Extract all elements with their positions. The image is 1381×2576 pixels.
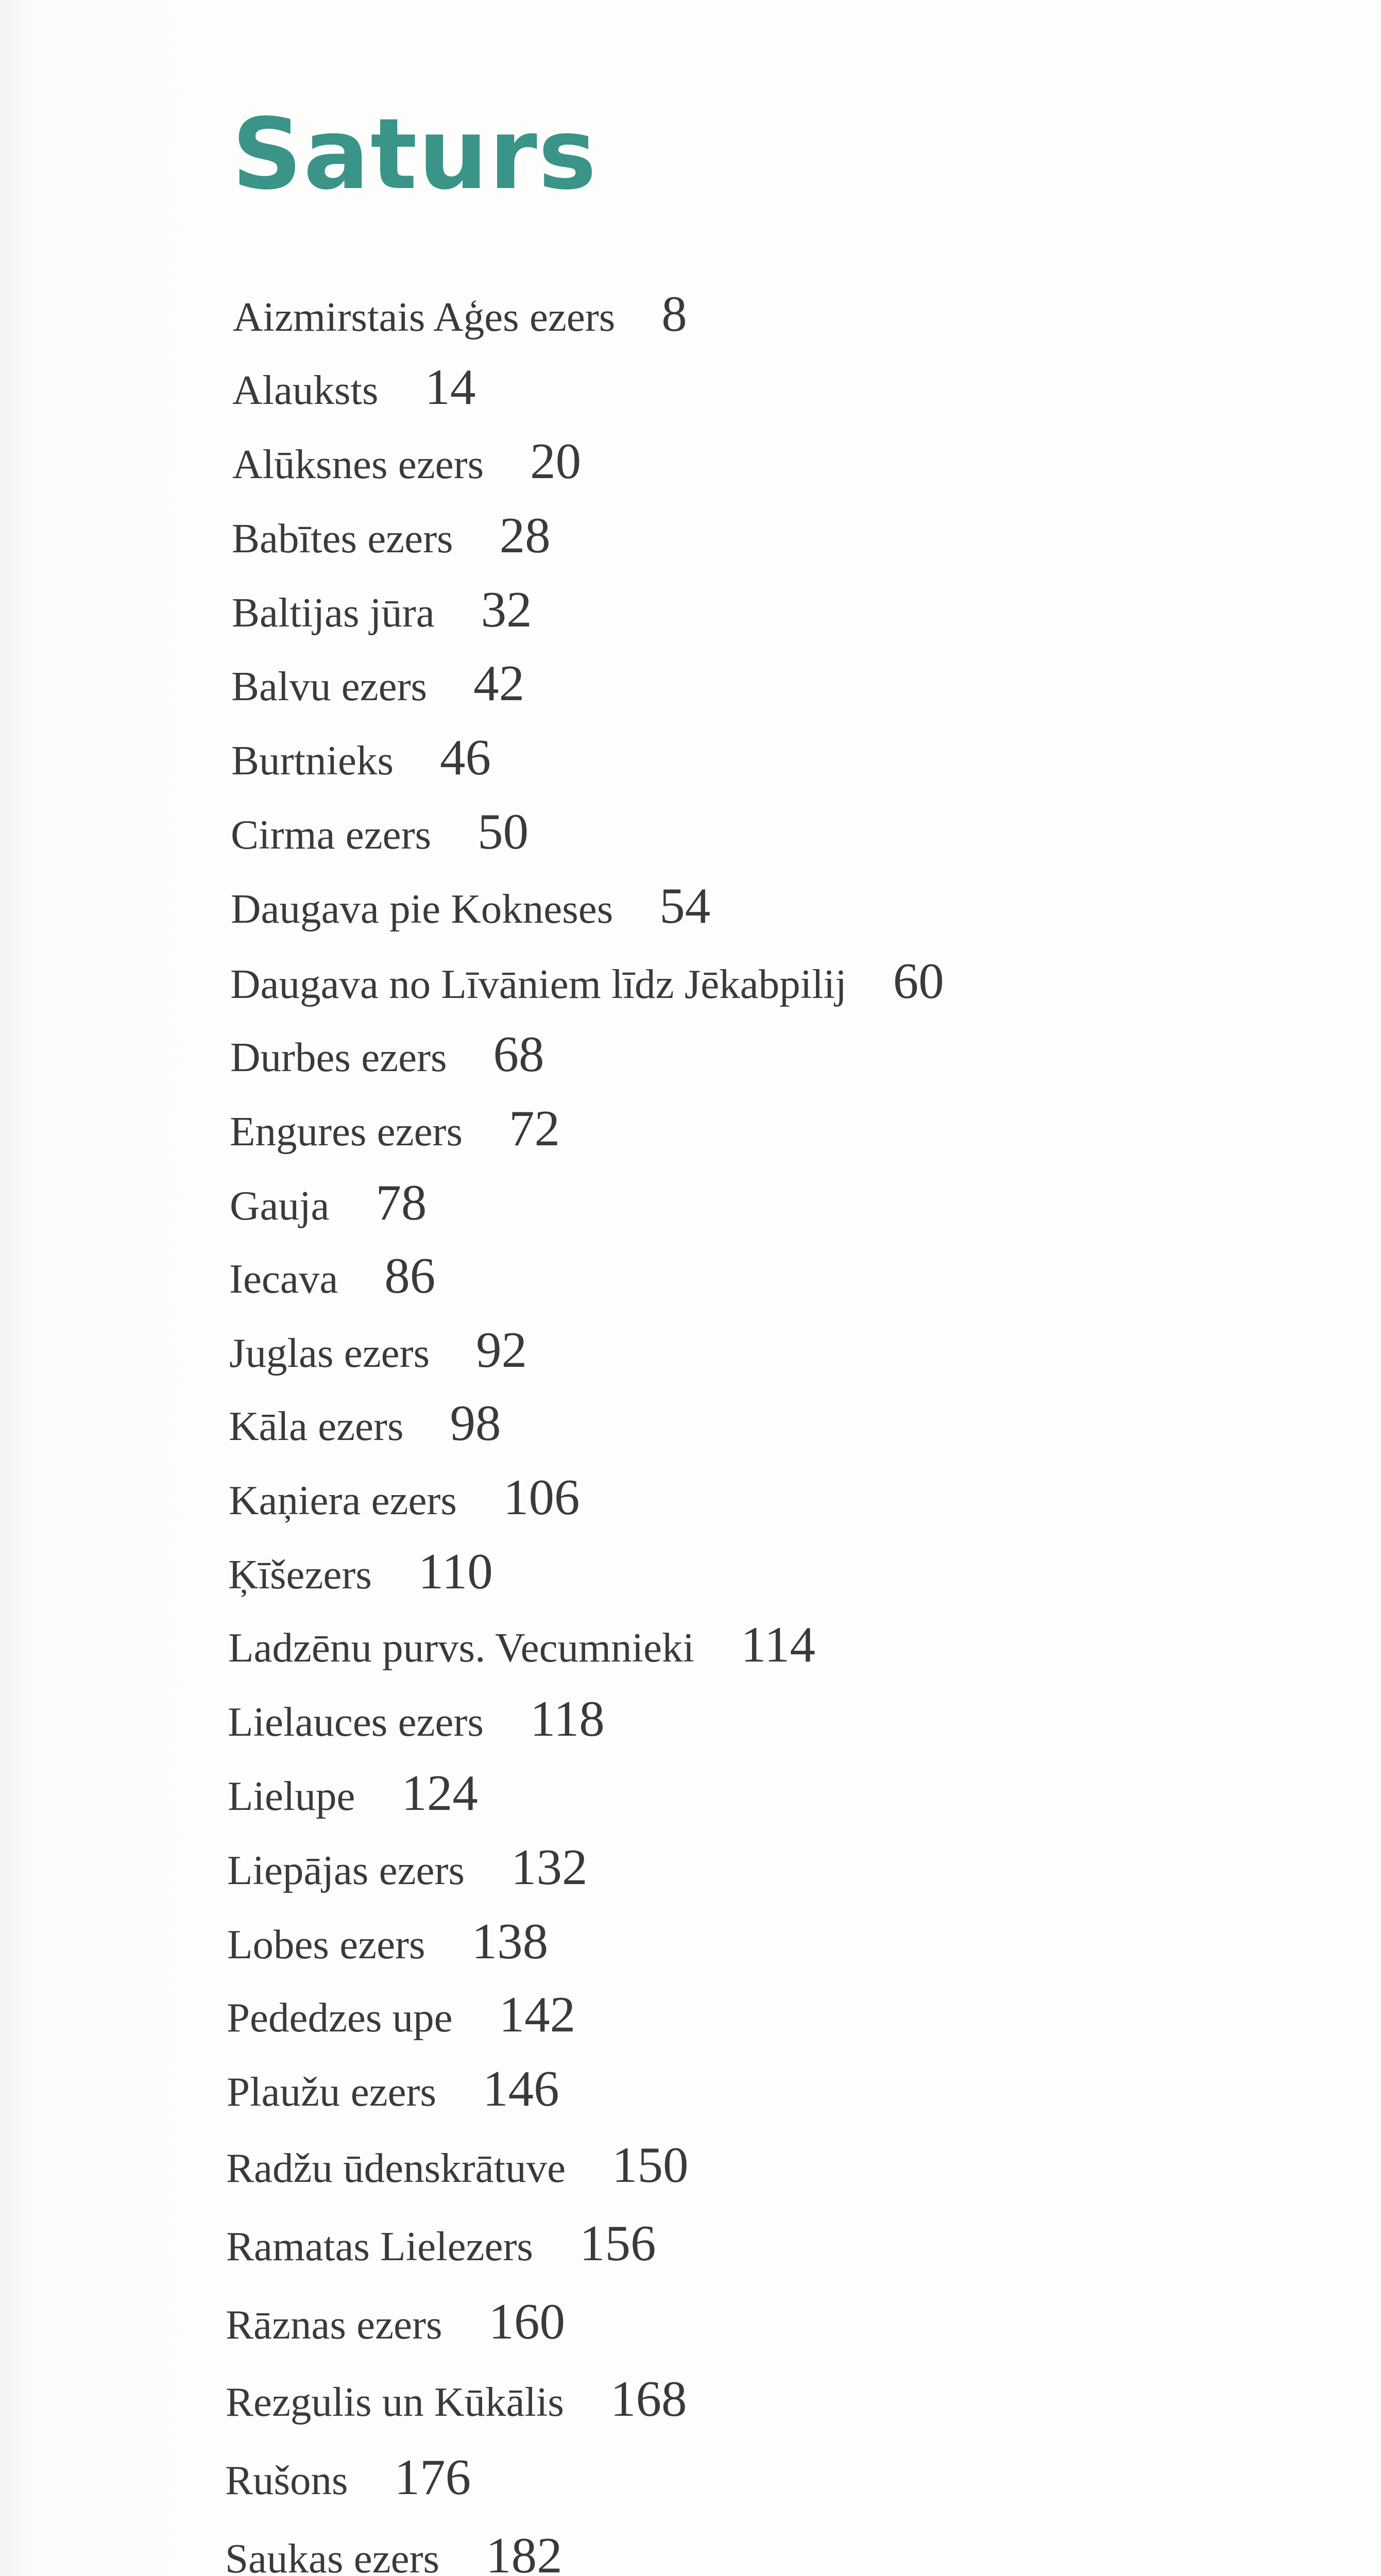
toc-entry-title: Lobes ezers bbox=[227, 1921, 425, 1968]
toc-entry-title: Juglas ezers bbox=[229, 1330, 430, 1376]
toc-entry bbox=[228, 1765, 478, 1821]
toc-entry-page-number: 42 bbox=[473, 655, 525, 711]
toc-entry-page-number: 146 bbox=[483, 2061, 559, 2117]
toc-entry bbox=[225, 2449, 471, 2505]
toc-entry-title: Alauksts bbox=[232, 367, 379, 413]
toc-entry-page-number: 176 bbox=[394, 2449, 471, 2505]
toc-entry bbox=[232, 582, 532, 638]
toc-entry bbox=[227, 2061, 559, 2117]
toc-entry bbox=[230, 953, 944, 1009]
toc-entry-title: Aizmirstais Aģes ezers bbox=[233, 294, 616, 340]
toc-entry-page-number: 86 bbox=[384, 1248, 436, 1304]
toc-entry bbox=[230, 1100, 560, 1157]
toc-entry bbox=[231, 655, 525, 711]
toc-entry-title: Pededzes upe bbox=[227, 1994, 453, 2041]
toc-entry bbox=[227, 1839, 588, 1895]
toc-entry-title: Rušons bbox=[225, 2457, 348, 2503]
toc-entry-title: Ladzēnu purvs. Vecumnieki bbox=[228, 1624, 695, 1671]
toc-entry bbox=[226, 2215, 656, 2272]
toc-entry-title: Kaņiera ezers bbox=[229, 1477, 457, 1523]
toc-entry bbox=[225, 2530, 562, 2576]
toc-entry-page-number: 168 bbox=[610, 2371, 687, 2427]
toc-entry-page-number: 114 bbox=[741, 1617, 815, 1673]
toc-entry-page-number: 14 bbox=[424, 359, 476, 415]
toc-entry-title: Balvu ezers bbox=[231, 663, 428, 709]
toc-entry bbox=[231, 878, 711, 934]
toc-entry-page-number: 60 bbox=[893, 953, 944, 1009]
toc-entry-page-number: 28 bbox=[499, 507, 551, 564]
toc-entry-page-number: 8 bbox=[661, 286, 687, 342]
toc-entry-page-number: 150 bbox=[612, 2137, 689, 2193]
toc-entry-title: Daugava no Līvāniem līdz Jēkabpilij bbox=[230, 961, 847, 1007]
toc-entry-title: Ķīšezers bbox=[228, 1551, 372, 1598]
toc-entry bbox=[233, 286, 687, 342]
toc-entry-page-number: 142 bbox=[499, 1987, 576, 2043]
toc-entry-title: Plaužu ezers bbox=[227, 2069, 437, 2115]
toc-entry-page-number: 32 bbox=[481, 582, 532, 638]
toc-entry-title: Rezgulis un Kūkālis bbox=[226, 2379, 564, 2425]
toc-entry-page-number: 78 bbox=[376, 1175, 427, 1231]
toc-entry-page-number: 156 bbox=[579, 2215, 656, 2272]
toc-entry-page-number: 106 bbox=[503, 1469, 580, 1526]
toc-entry bbox=[226, 2371, 687, 2427]
toc-entry-title: Kāla ezers bbox=[229, 1403, 404, 1449]
toc-entry-title: Rāznas ezers bbox=[226, 2301, 442, 2348]
toc-entry-page-number: 124 bbox=[401, 1765, 478, 1821]
toc-entry-page-number: 110 bbox=[418, 1544, 493, 1600]
toc-entry-title: Liepājas ezers bbox=[227, 1847, 465, 1893]
toc-entry-page-number: 98 bbox=[450, 1395, 501, 1451]
toc-entry-title: Radžu ūdenskrātuve bbox=[226, 2145, 566, 2191]
toc-entry-page-number: 132 bbox=[510, 1839, 588, 1895]
toc-entry bbox=[229, 1469, 580, 1526]
toc-entry bbox=[227, 1913, 549, 1970]
toc-entry-page-number: 160 bbox=[488, 2294, 566, 2350]
toc-entry-title: Alūksnes ezers bbox=[232, 441, 484, 487]
toc-entry bbox=[226, 2294, 566, 2350]
toc-entry-title: Baltijas jūra bbox=[232, 589, 435, 636]
toc-entry-title: Iecava bbox=[229, 1256, 338, 1302]
toc-entry-page-number: 46 bbox=[439, 730, 491, 786]
toc-entry-page-number: 50 bbox=[478, 804, 529, 860]
toc-entry bbox=[231, 730, 491, 786]
toc-entry bbox=[229, 1395, 501, 1451]
toc-entry-title: Cirma ezers bbox=[231, 811, 432, 858]
toc-entry-page-number: 92 bbox=[476, 1322, 527, 1378]
toc-entry bbox=[232, 359, 476, 415]
toc-entry bbox=[231, 804, 529, 860]
toc-entry-page-number: 68 bbox=[493, 1026, 544, 1082]
toc-entry-title: Gauja bbox=[230, 1182, 330, 1229]
toc-entry-page-number: 182 bbox=[486, 2528, 562, 2576]
toc-entry bbox=[229, 1322, 527, 1378]
toc-entry bbox=[230, 1175, 427, 1231]
toc-entry bbox=[228, 1544, 493, 1600]
toc-entry-title: Durbes ezers bbox=[230, 1034, 447, 1080]
toc-entry-page-number: 118 bbox=[530, 1691, 605, 1747]
toc-entry bbox=[232, 507, 551, 564]
toc-entry-title: Lielupe bbox=[228, 1773, 355, 1819]
toc-entry-title: Burtnieks bbox=[231, 737, 394, 784]
toc-entry bbox=[228, 1617, 815, 1673]
toc-entry bbox=[232, 433, 582, 489]
toc-entry-title: Engures ezers bbox=[230, 1108, 463, 1155]
toc-entry-page-number: 138 bbox=[471, 1913, 549, 1970]
toc-entry bbox=[227, 1987, 576, 2043]
toc-entry-title: Lielauces ezers bbox=[228, 1699, 484, 1745]
toc-entry-title: Ramatas Lielezers bbox=[226, 2223, 533, 2269]
toc-entry-page-number: 72 bbox=[509, 1100, 560, 1157]
toc-entry bbox=[230, 1026, 544, 1082]
toc-entry-title: Daugava pie Kokneses bbox=[231, 886, 613, 932]
page-title: Saturs bbox=[232, 97, 598, 211]
toc-entry-title: Babītes ezers bbox=[232, 515, 453, 562]
toc-entry-page-number: 54 bbox=[659, 878, 711, 934]
toc-entry bbox=[229, 1248, 436, 1304]
toc-entry-title: Saukas ezers bbox=[225, 2535, 440, 2576]
toc-entry bbox=[226, 2137, 689, 2193]
toc-entry bbox=[228, 1691, 605, 1747]
toc-entry-page-number: 20 bbox=[530, 433, 582, 489]
